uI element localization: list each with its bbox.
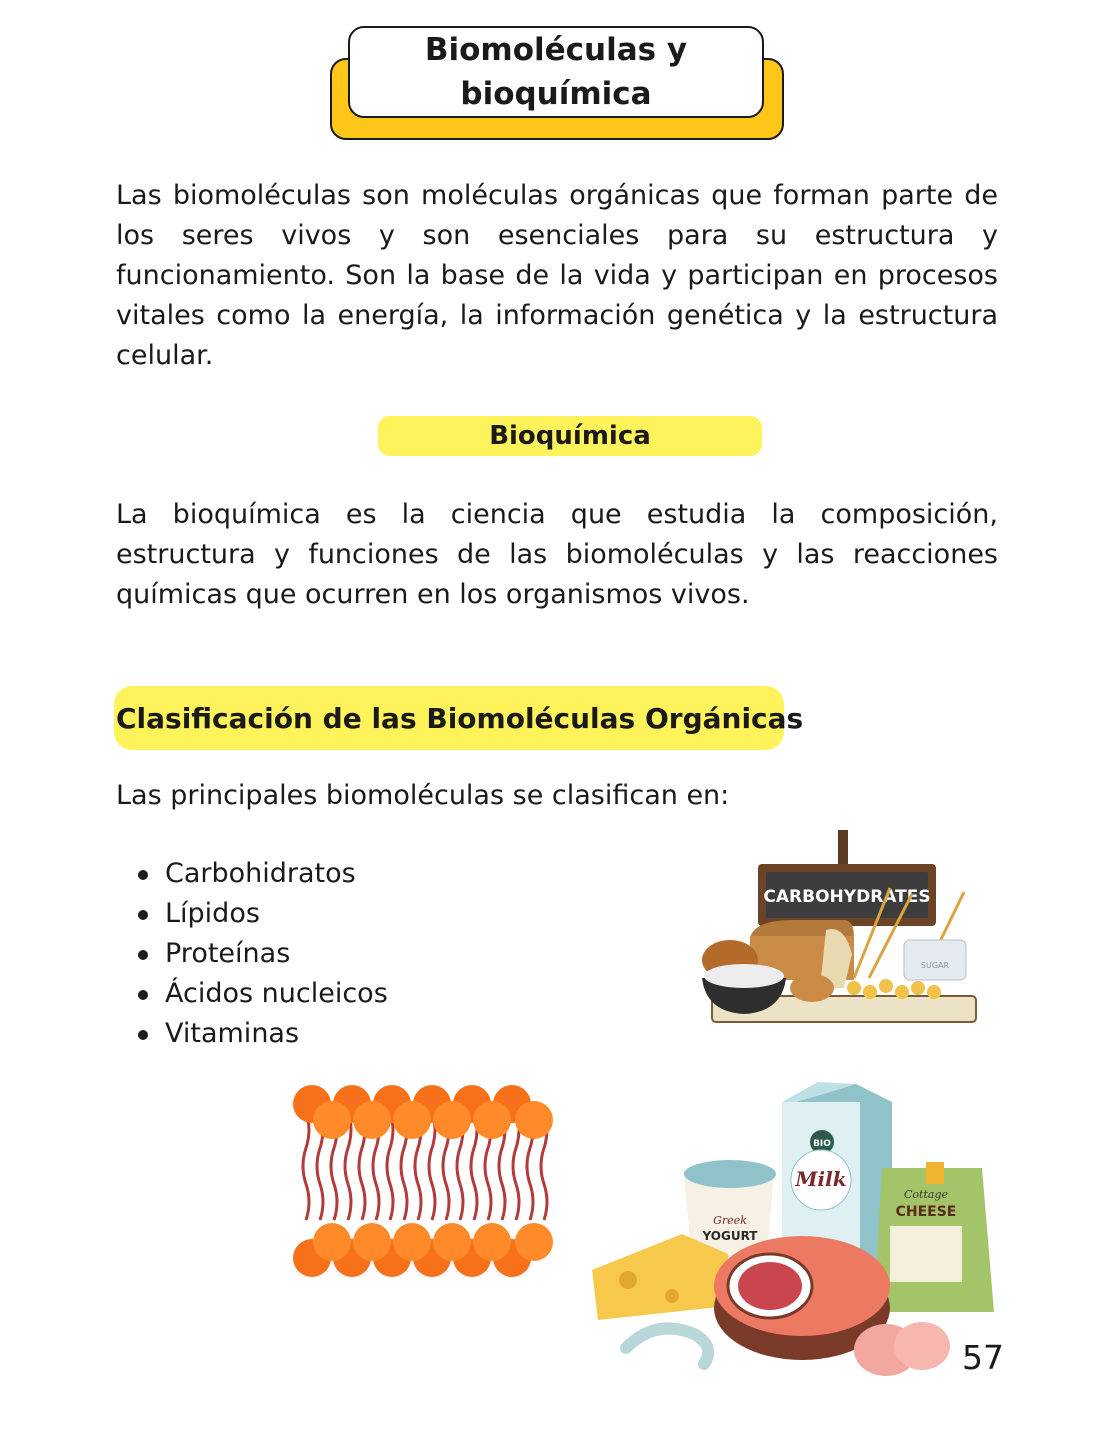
list-item: Lípidos (130, 894, 388, 934)
bioquimica-heading-text: Bioquímica (489, 421, 651, 451)
cheese-bottom-text: CHEESE (895, 1204, 957, 1220)
page-title (348, 26, 764, 118)
page-number: 57 (962, 1338, 1004, 1377)
clasificacion-heading-text: Clasificación de las Biomoléculas Orgánicas (116, 701, 804, 735)
lipid-bilayer-illustration (290, 1082, 562, 1282)
carbohydrates-illustration (694, 828, 990, 1028)
milk-brand-text: BIO (813, 1139, 831, 1149)
bioquimica-heading (378, 416, 762, 456)
clasificacion-intro: Las principales biomoléculas se clasifican en: (116, 780, 730, 811)
biomolecule-list (130, 854, 388, 1054)
list-item: Ácidos nucleicos (130, 974, 388, 1014)
protein-foods-illustration (586, 1074, 1002, 1390)
yogurt-bottom-text: YOGURT (702, 1229, 758, 1243)
clasificacion-heading (114, 686, 804, 750)
page-title-text: Biomoléculas y bioquímica (424, 32, 688, 112)
list-item: Proteínas (130, 934, 388, 974)
sugar-jar-label: SUGAR (920, 961, 950, 970)
title-badge (330, 26, 782, 138)
list-item: Vitaminas (130, 1014, 388, 1054)
carbs-sign-text: CARBOHYDRATES (763, 887, 931, 907)
milk-label-text: Milk (795, 1167, 847, 1191)
intro-paragraph: Las biomoléculas son moléculas orgánicas que forman parte de los seres vivos y son esenciales para su estructura y funcionamiento. Son la base de la vida y participan en procesos vitales como la energía, la información genética y la estructura celular. (116, 180, 998, 371)
bioquimica-paragraph: La bioquímica es la ciencia que estudia la composición, estructura y funciones de las biomoléculas y las reacciones químicas que ocurren en los organismos vivos. (116, 499, 998, 610)
list-item: Carbohidratos (130, 854, 388, 894)
cheese-top-text: Cottage (904, 1188, 948, 1201)
yogurt-top-text: Greek (713, 1214, 747, 1227)
